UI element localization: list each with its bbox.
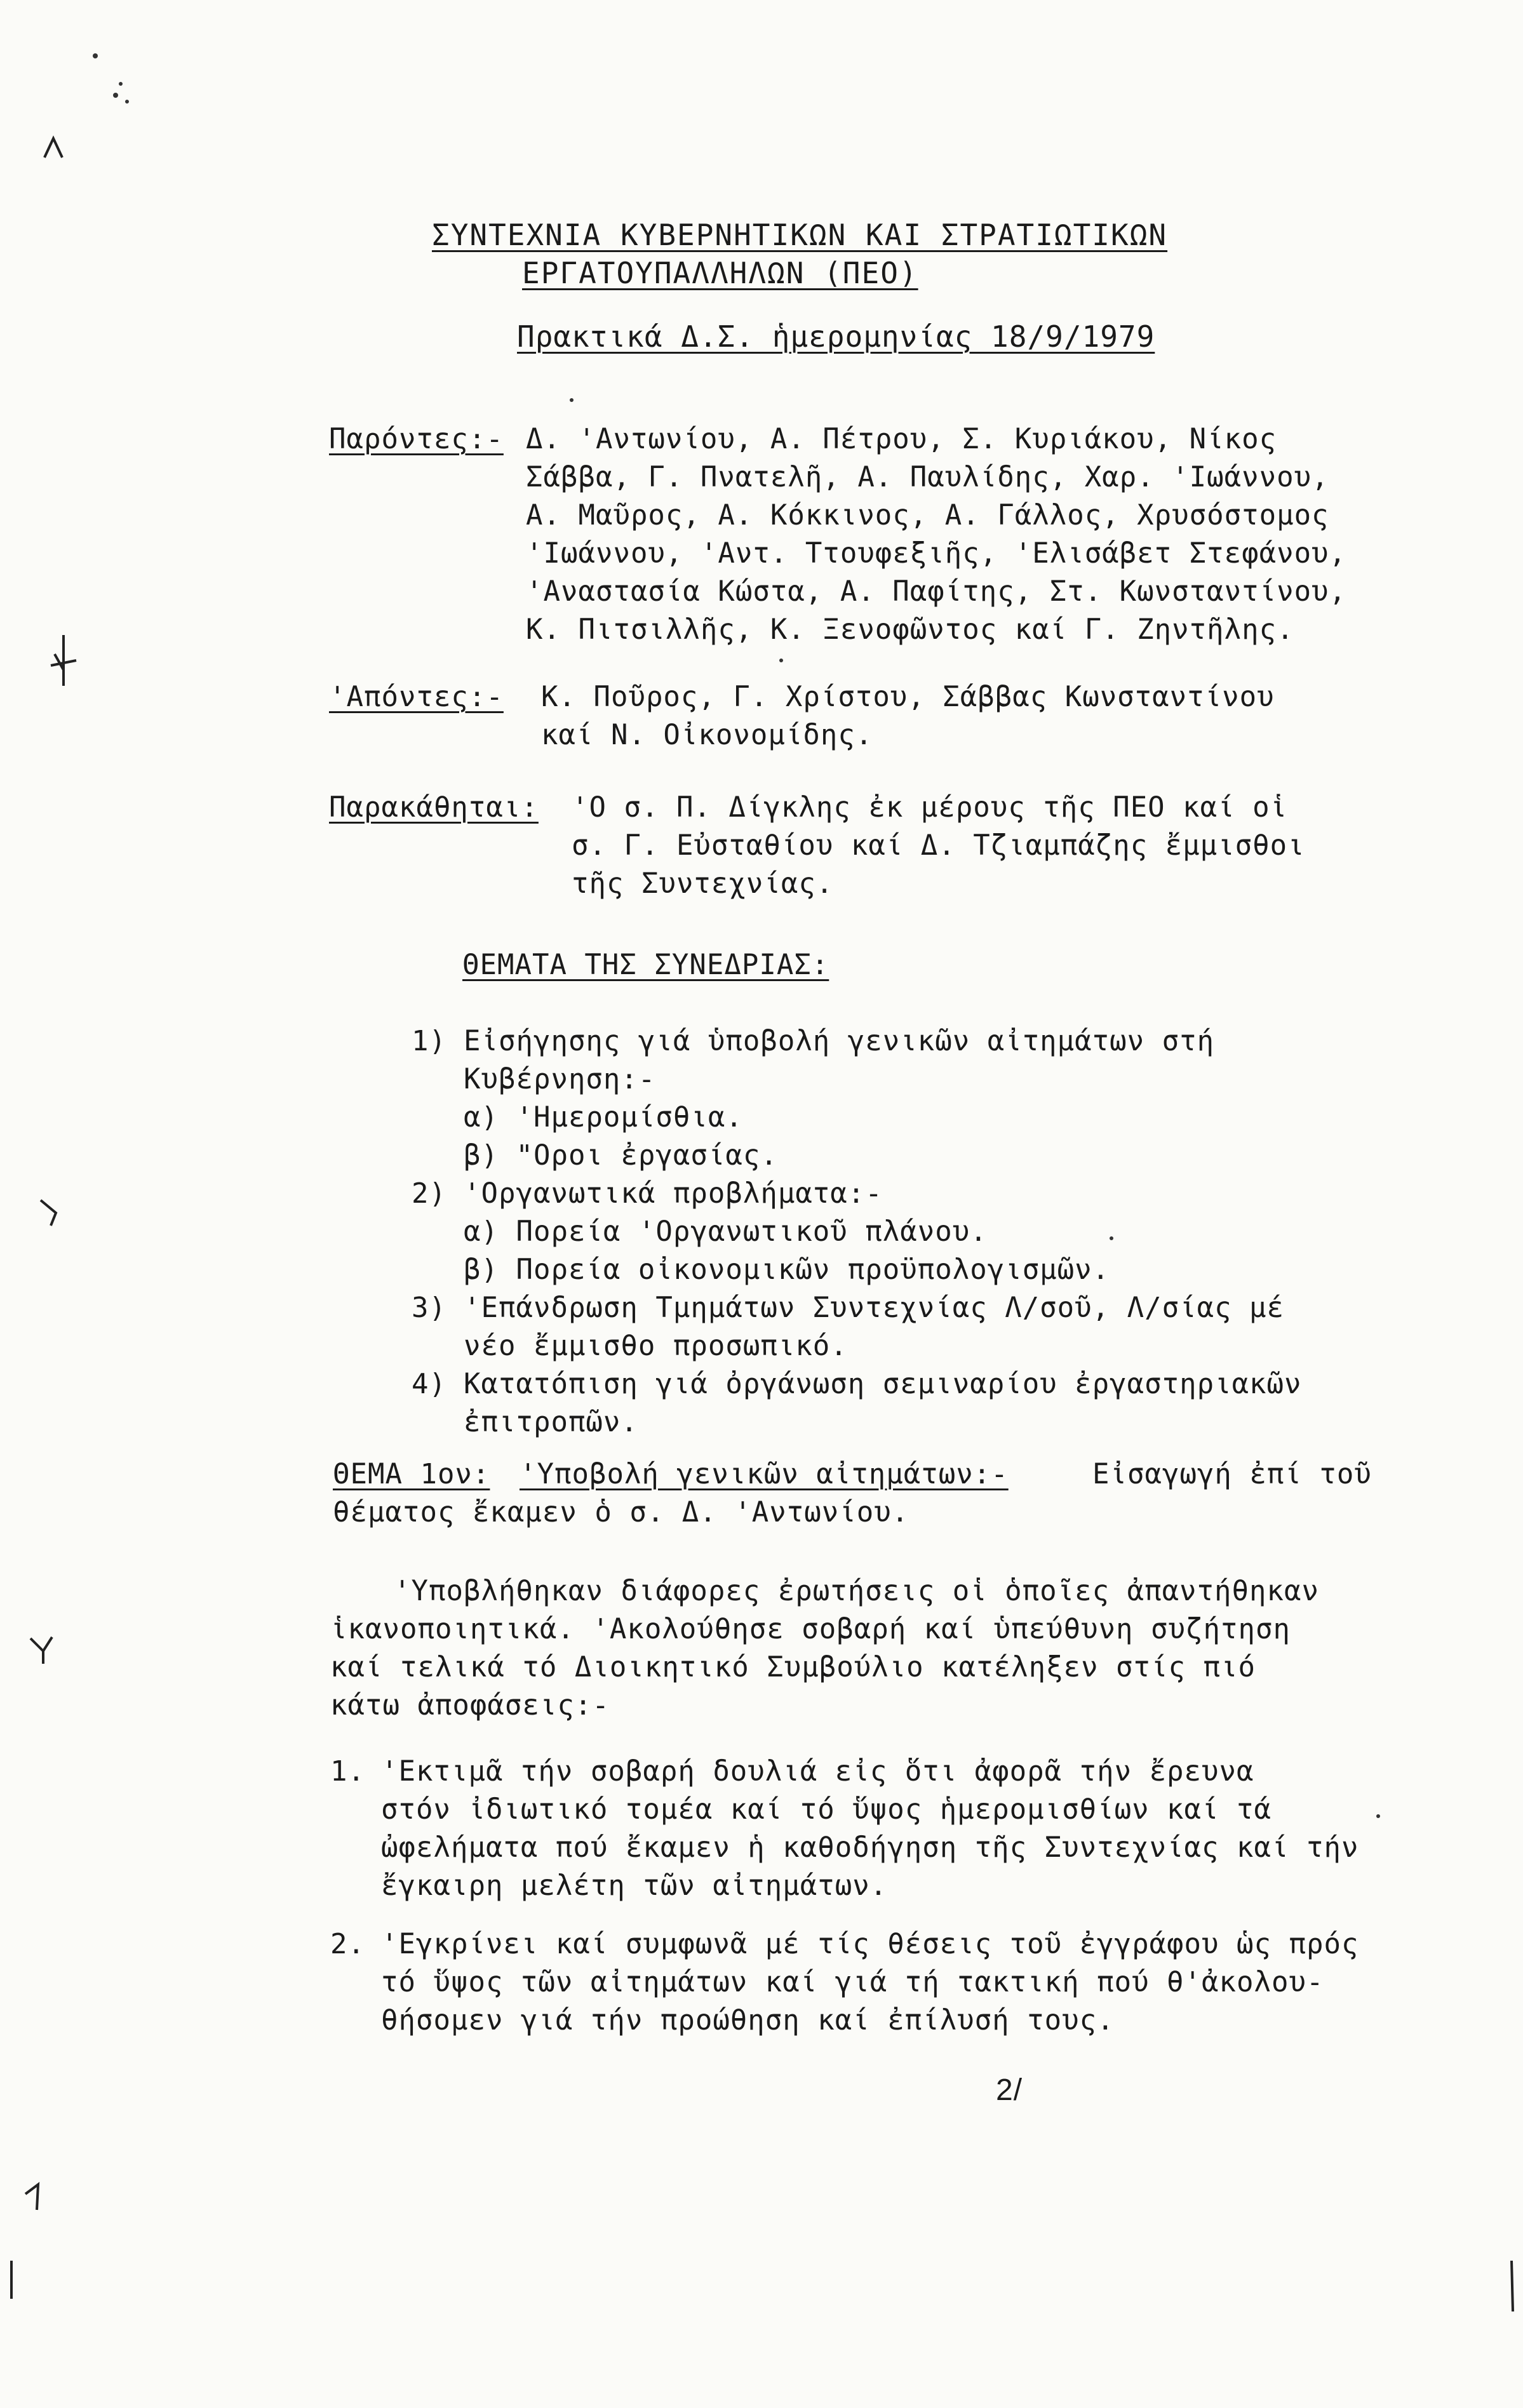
agenda-item: Κατατόπιση γιά ὀργάνωση σεμιναρίου ἐργαστηριακῶν — [464, 1368, 1302, 1400]
agenda-item: 'Οργανωτικά προβλήματα:- — [464, 1177, 883, 1210]
agenda-item-number: 1) — [412, 1025, 446, 1057]
union-title-line1: ΣΥΝΤΕΧΝΙΑ ΚΥΒΕΡΝΗΤΙΚΩΝ ΚΑΙ ΣΤΡΑΤΙΩΤΙΚΩΝ — [432, 218, 1168, 252]
present-line: 'Ιωάννου, 'Αντ. Ττουφεξιῆς, 'Ελισάβετ Στεφάνου, — [526, 537, 1347, 570]
decision-line: στόν ἰδιωτικό τομέα καί τό ὕψος ἡμερομισθίων καί τά — [381, 1793, 1272, 1826]
present-line: Σάββα, Γ. Πνατελῆ, Α. Παυλίδης, Χαρ. 'Ιωάννου, — [526, 461, 1329, 493]
attending-line: 'Ο σ. Π. Δίγκλης ἐκ μέρους τῆς ΠΕΟ καί οἱ — [572, 791, 1288, 824]
paragraph-line: ἱκανοποιητικά. 'Ακολούθησε σοβαρή καί ὑπεύθυνη συζήτηση — [330, 1613, 1291, 1645]
topic1-label: ΘΕΜΑ 1ον: — [333, 1458, 490, 1490]
decision-line: ἔγκαιρη μελέτη τῶν αἰτημάτων. — [381, 1870, 888, 1902]
agenda-item: νέο ἔμμισθο προσωπικό. — [464, 1330, 848, 1362]
absent-line: καί Ν. Οἰκονομίδης. — [541, 719, 873, 751]
present-line: 'Αναστασία Κώστα, Α. Παφίτης, Στ. Κωνσταντίνου, — [526, 575, 1347, 608]
agenda-heading: ΘΕΜΑΤΑ ΤΗΣ ΣΥΝΕΔΡΙΑΣ: — [462, 949, 829, 981]
topic1-subject: 'Υποβολή γενικῶν αἰτημάτων:- — [520, 1458, 1009, 1490]
decision-line: θήσομεν γιά τήν προώθηση καί ἐπίλυσή τους. — [381, 2004, 1115, 2037]
topic1-intro: Εἰσαγωγή ἐπί τοῦ — [1092, 1458, 1372, 1490]
punch-hole-mark — [11, 138, 1513, 2311]
agenda-item: Κυβέρνηση:- — [464, 1063, 656, 1095]
decision-line: ὠφελήματα πού ἔκαμεν ἡ καθοδήγηση τῆς Συντεχνίας καί τήν — [381, 1831, 1359, 1864]
agenda-item: ἐπιτροπῶν. — [464, 1406, 638, 1438]
agenda-subitem: α) 'Ημερομίσθια. — [464, 1101, 743, 1134]
decision-line: τό ὕψος τῶν αἰτημάτων καί γιά τή τακτική πού θ'ἀκολου- — [381, 1966, 1324, 1998]
decision-line: 'Εκτιμᾶ τήν σοβαρή δουλιά εἰς ὅτι ἀφορᾶ τήν ἔρευνα — [381, 1755, 1254, 1788]
topic1-intro-line2: θέματος ἔκαμεν ὁ σ. Δ. 'Αντωνίου. — [333, 1496, 909, 1528]
decision-number: 1. — [330, 1755, 365, 1788]
agenda-subitem: α) Πορεία 'Οργανωτικοῦ πλάνου. — [464, 1215, 988, 1248]
present-label: Παρόντες:- — [329, 423, 504, 455]
absent-label: 'Απόντες:- — [329, 681, 504, 713]
agenda-item-number: 2) — [412, 1177, 446, 1210]
agenda-item-number: 4) — [412, 1368, 446, 1400]
attending-label: Παρακάθηται: — [329, 791, 539, 824]
present-line: Δ. 'Αντωνίου, Α. Πέτρου, Σ. Κυριάκου, Νίκος — [526, 423, 1277, 455]
paragraph-line: 'Υποβλήθηκαν διάφορες ἐρωτήσεις οἱ ὁποῖες ἀπαντήθηκαν — [394, 1575, 1319, 1607]
present-line: Κ. Πιτσιλλῆς, Κ. Ξενοφῶντος καί Γ. Ζηντῆλης. — [526, 613, 1294, 646]
dust-specks — [93, 53, 1380, 1818]
agenda-item: 'Επάνδρωση Τμημάτων Συντεχνίας Λ/σοῦ, Λ/σίας μέ — [464, 1292, 1285, 1324]
agenda-subitem: β) "Οροι ἐργασίας. — [464, 1139, 778, 1172]
minutes-title: Πρακτικά Δ.Σ. ἡμερομηνίας 18/9/1979 — [517, 319, 1155, 354]
agenda-item-number: 3) — [412, 1292, 446, 1324]
page-continuation-marker: 2/ — [996, 2073, 1023, 2107]
decision-number: 2. — [330, 1928, 365, 1960]
union-title-line2: ΕΡΓΑΤΟΥΠΑΛΛΗΛΩΝ (ΠΕΟ) — [522, 256, 918, 290]
attending-line: σ. Γ. Εὐσταθίου καί Δ. Τζιαμπάζης ἔμμισθοι — [572, 829, 1305, 862]
paragraph-line: κάτω ἀποφάσεις:- — [330, 1689, 610, 1722]
paragraph-line: καί τελικά τό Διοικητικό Συμβούλιο κατέληξεν στίς πιό — [330, 1651, 1256, 1683]
decision-line: 'Εγκρίνει καί συμφωνᾶ μέ τίς θέσεις τοῦ ἐγγράφου ὡς πρός — [381, 1928, 1359, 1960]
agenda-subitem: β) Πορεία οἰκονομικῶν προϋπολογισμῶν. — [464, 1254, 1110, 1286]
attending-line: τῆς Συντεχνίας. — [572, 867, 834, 900]
present-line: Α. Μαῦρος, Α. Κόκκινος, Α. Γάλλος, Χρυσόστομος — [526, 499, 1329, 532]
agenda-item: Εἰσήγησης γιά ὑποβολή γενικῶν αἰτημάτων στή — [464, 1025, 1215, 1057]
absent-line: Κ. Ποῦρος, Γ. Χρίστου, Σάββας Κωνσταντίνου — [541, 681, 1275, 713]
